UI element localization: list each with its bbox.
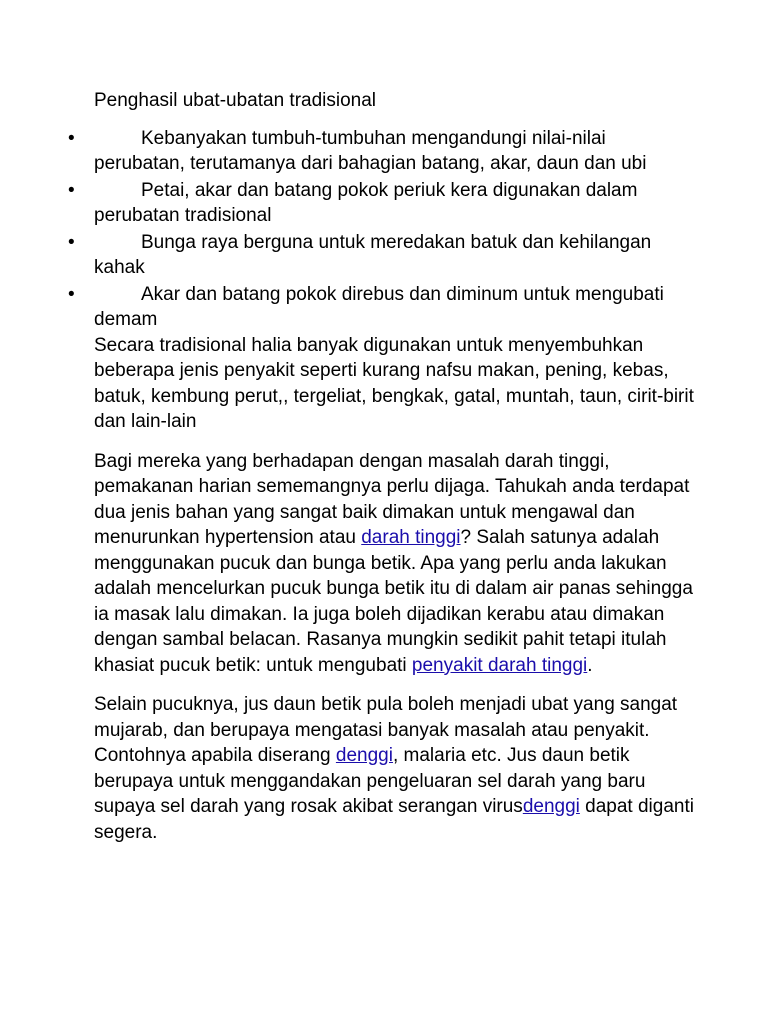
bullet-dot-icon: •: [68, 283, 75, 305]
bullet-dot-icon: •: [68, 231, 75, 253]
paragraph-jus-daun-betik: [94, 692, 694, 845]
paragraph-text: Selain pucuknya, jus daun betik pula boleh menjadi ubat yang sangat mujarab, dan berupaya mengatasi banyak masalah atau penyakit. Contohnya apabila diserang: [94, 694, 678, 766]
paragraph-text: , malaria etc. Jus daun betik berupaya untuk menggandakan pengeluaran sel darah yang baru supaya sel darah yang rosak akibat serangan virus: [94, 745, 646, 817]
paragraph-halia: Secara tradisional halia banyak digunakan untuk menyembuhkan beberapa jenis penyakit seperti kurang nafsu makan, pening, kebas, batuk, kembung perut,, tergeliat, bengkak, gatal, muntah, taun, cirit-birit dan lain-lain: [94, 334, 694, 432]
bullet-item: [68, 230, 694, 281]
bullet-dot-icon: •: [68, 179, 75, 201]
link-darah-tinggi[interactable]: darah tinggi: [361, 527, 461, 548]
bullet-list: [68, 126, 694, 333]
bullet-item: [68, 178, 694, 229]
bullet-item: [68, 282, 694, 333]
bullet-text: Akar dan batang pokok direbus dan diminum untuk mengubati demam: [94, 283, 664, 330]
document-page: [68, 88, 694, 845]
paragraph-darah-tinggi: [94, 449, 694, 679]
link-denggi[interactable]: denggi: [335, 745, 393, 766]
bullet-text: Bunga raya berguna untuk meredakan batuk dan kehilangan kahak: [94, 231, 652, 278]
bullet-item: [68, 126, 694, 177]
bullet-dot-icon: •: [68, 127, 75, 149]
paragraph-text: ? Salah satunya adalah menggunakan pucuk dan bunga betik. Apa yang perlu anda lakukan adalah mencelurkan pucuk bunga betik itu di dalam air panas sehingga ia masak lalu dimakan. Ia juga boleh dijadikan kerabu atau dimakan dengan sambal belacan. Rasanya mungkin sedikit pahit tetapi itulah khasiat pucuk betik: untuk mengubati: [94, 527, 693, 676]
bullet-text: Petai, akar dan batang pokok periuk kera digunakan dalam perubatan tradisional: [94, 179, 638, 226]
link-penyakit-darah-tinggi[interactable]: penyakit darah tinggi: [411, 654, 588, 676]
document-heading: Penghasil ubat-ubatan tradisional: [94, 90, 377, 111]
bullet-text: Kebanyakan tumbuh-tumbuhan mengandungi nilai-nilai perubatan, terutamanya dari bahagian batang, akar, daun dan ubi: [94, 127, 647, 174]
paragraph-text: dapat diganti segera.: [94, 796, 694, 843]
paragraph-text: Bagi mereka yang berhadapan dengan masalah darah tinggi, pemakanan harian sememangnya perlu dijaga. Tahukah anda terdapat dua jenis bahan yang sangat baik dimakan untuk mengawal dan menurunkan hypertension atau: [94, 450, 690, 548]
paragraph-text: .: [587, 654, 593, 676]
link-denggi-virus[interactable]: denggi: [522, 796, 580, 817]
